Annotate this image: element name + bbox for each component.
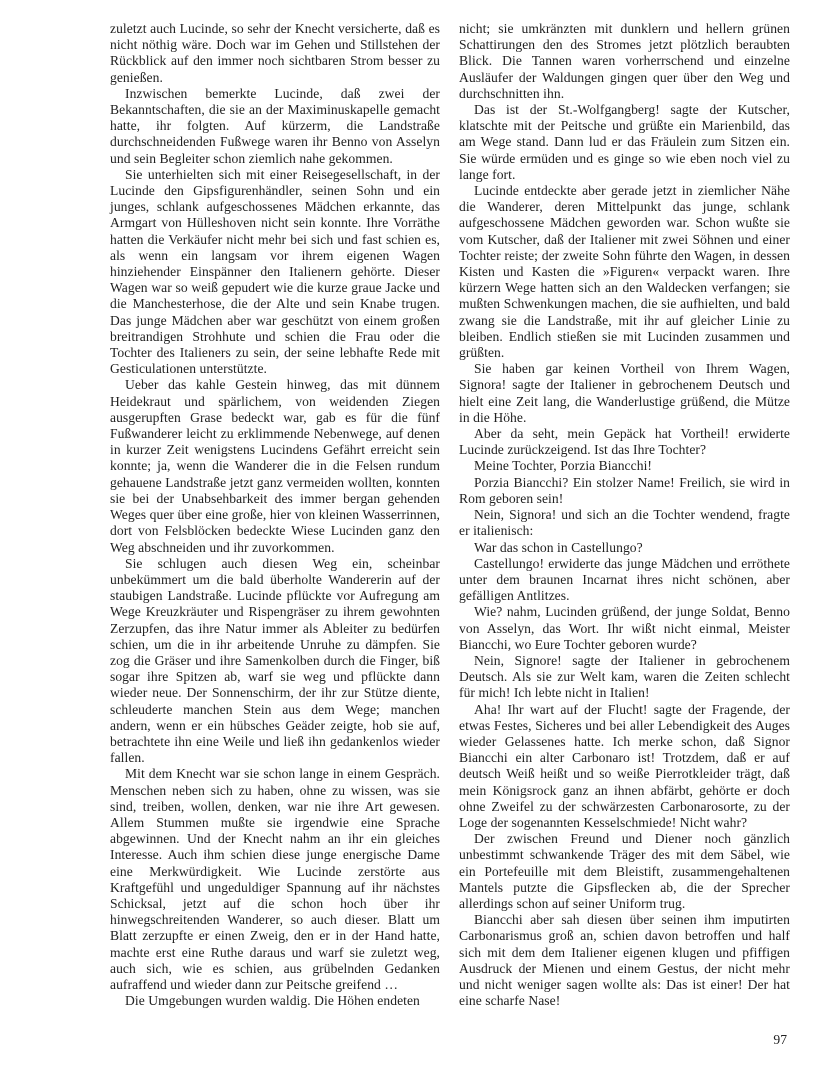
paragraph-continuation: zuletzt auch Lucinde, so sehr der Knecht versicherte, daß es nicht nöthig wäre. Doch war im Gehen und Stillstehen der Rückblick auf den immer noch sichtbaren Strom besser zu genießen.	[110, 21, 440, 85]
paragraph: Aber da seht, mein Gepäck hat Vortheil! erwiderte Lucinde zurückzeigend. Ist das Ihre Tochter?	[459, 426, 790, 458]
paragraph: War das schon in Castellungo?	[474, 539, 643, 555]
paragraph: Inzwischen bemerkte Lucinde, daß zwei der Bekanntschaften, die sie an der Maximinuskapelle gemacht hatte, ihr folgten. Auf kürzerm, die Landstraße durchschneidenden Fußwege waren ihr Benno von Asselyn und sein Begleiter schon ziemlich nahe gekommen.	[110, 85, 440, 166]
paragraph: Das ist der St.-Wolfgangberg! sagte der Kutscher, klatschte mit der Peitsche und grüßte ein Marienbild, das am Wege stand. Dann lud er das Fräulein zum Sitzen ein. Sie würde ermüden und es ginge so wie eben noch viel zu lange fort.	[459, 102, 790, 182]
paragraph: Porzia Biancchi? Ein stolzer Name! Freilich, sie wird in Rom geboren sein!	[459, 474, 790, 506]
paragraph: Sie unterhielten sich mit einer Reisegesellschaft, in der Lucinde den Gipsfigurenhändler, seinen Sohn und ein junges, schlank aufgeschossenes Mädchen erkannte, das Armgart von Hülleshoven nicht sein konnte. Ihre Vorräthe hatten die Verkäufer nicht mehr bei sich und fast schien es, als wenn ein langsam vor ihrem eigenen Wagen hinziehender Einspänner den Italienern gehörte. Dieser Wagen war so weiß gepudert wie die kurze graue Jacke und die Manchesterhose, die der Alte und sein Knabe trugen. Das junge Mädchen aber war geschützt von einem großen breitrandigen Strohhute und schien die Frau oder die Tochter des Italieners zu sein, der seine lebhafte Rede mit Gesticulationen unterstützte.	[110, 166, 440, 377]
paragraph: Die Umgebungen wurden waldig. Die Höhen endeten	[125, 993, 420, 1009]
paragraph: Mit dem Knecht war sie schon lange in einem Gespräch. Menschen neben sich zu haben, ohne zu wissen, was sie sind, treiben, wollen, denken, war nie ihre Art gewesen. Allem Stummen mußte sie irgendwie eine Sprache abgewinnen. Und der Knecht nahm an ihr ein gleiches Interesse. Auch ihm schien diese junge energische Dame eine Merkwürdigkeit. Wie Lucinde zerstörte aus Kraftgefühl und ungeduldiger Spannung auf ihr nächstes Schicksal, jetzt auf die schon hoch über ihr hinwegschreitenden Wanderer, so auch dieser. Blatt um Blatt zerzupfte er einen Zweig, den er in der Hand hatte, machte erst eine Ruthe daraus und warf sie zuletzt weg, auch sich, wie es schien, aus grübelnden Gedanken aufraffend und wieder dann zur Peitsche greifend …	[110, 766, 440, 992]
paragraph: Meine Tochter, Porzia Biancchi!	[474, 458, 652, 474]
paragraph: Sie schlugen auch diesen Weg ein, scheinbar unbekümmert um die bald überholte Wandererin auf der staubigen Landstraße. Lucinde pflückte vor Aufregung am Wege Kreuzkräuter und Rispengräser zu ihrem gewohnten Zerzupfen, das ihre Natur immer als Ableiter zu bedürfen schien, um die in ihr arbeitende Unruhe zu dämpfen. Sie zog die Gräser und ihre Samenkolben durch die Finger, biß sogar ihre Spitzen ab, warf sie weg und pflückte dann wieder neue. Der Sonnenschirm, der ihr zur Stütze diente, schleuderte manchen Stein aus dem Wege; manchen andern, wenn er ein hübsches Geäder zeigte, hob sie auf, betrachtete ihn eine Weile und ließ ihn gedankenlos wieder fallen.	[110, 555, 440, 766]
paragraph: Der zwischen Freund und Diener noch gänzlich unbestimmt schwankende Träger des mit dem Säbel, wie ein Portefeuille mit dem Bleistift, zusammengehaltenen Mantels putzte die Gipsflecken ab, die der Sprecher allerdings schon auf seiner Uniform trug.	[459, 831, 790, 911]
paragraph: Sie haben gar keinen Vortheil von Ihrem Wagen, Signora! sagte der Italiener in gebrochenem Deutsch und hielt eine Zeit lang, die Wanderlustige grüßend, die Mütze in die Höhe.	[459, 361, 790, 425]
paragraph-continuation: nicht; sie umkränzten mit dunklern und hellern grünen Schattirungen den des Stromes jetzt plötzlich beraubten Blick. Die Tannen waren vorherrschend und einzelne Ausläufer der Waldungen gingen quer über den Weg und durchschnitten ihn.	[459, 21, 790, 101]
paragraph: Castellungo! erwiderte das junge Mädchen und erröthete unter dem braunen Incarnat ihres nicht schönen, aber gefälligen Antlitzes.	[459, 555, 790, 604]
paragraph: Ueber das kahle Gestein hinweg, das mit dünnem Heidekraut und spärlichem, von weidenden Ziegen ausgerupften Grase bedeckt war, gab es für die fünf Fußwanderer leicht zu erklimmende Nebenwege, auf denen in kurzer Zeit wenigstens Lucindens Gefährt erreicht sein konnte; ja, wenn die Wanderer die in die Felsen rundum gehauene Landstraße jetzt ganz vermeiden wollten, konnten sie bei der Unabsehbarkeit des immer bergan gehenden Weges quer über eine große, hier von kleinen Wasserrinnen, dort von Felsblöcken bedeckte Wiese Lucinden ganz den Weg abschneiden und ihr zuvorkommen.	[110, 377, 440, 555]
paragraph: Wie? nahm, Lucinden grüßend, der junge Soldat, Benno von Asselyn, das Wort. Ihr wißt nicht einmal, Meister Biancchi, wo Eure Tochter geboren wurde?	[459, 604, 790, 652]
paragraph: Nein, Signora! und sich an die Tochter wendend, fragte er italienisch:	[459, 507, 790, 539]
page-number: 97	[773, 1032, 787, 1047]
paragraph: Lucinde entdeckte aber gerade jetzt in ziemlicher Nähe die Wanderer, deren Mittelpunkt das junge, schlank aufgeschossene Mädchen geworden war. Schon wußte sie vom Kutscher, daß der Italiener mit zwei Söhnen und einer Tochter reiste; der zweite Sohn führte den Wagen, in dessen Kisten und Kasten die »Figuren« verpackt waren. Ihre kürzern Wege hatten sich an den Waldecken verfangen; sie mußten Schwenkungen machen, die sie aufhielten, und bald zwang sie die Landstraße, mit ihr auf gleicher Linie zu bleiben. Endlich stießen sie mit Lucinden zusammen und grüßten.	[459, 183, 790, 361]
text-column-left	[110, 21, 440, 1009]
text-column-right	[459, 21, 790, 1009]
paragraph: Aha! Ihr wart auf der Flucht! sagte der Fragende, der etwas Festes, Sicheres und bei aller Lebendigkeit des Auges wieder Gelassenes hatte. Ich merke schon, daß Signor Biancchi ein alter Carbonaro ist! Trotzdem, daß er auf deutsch Weiß heißt und so weiße Pierrotkleider trägt, daß mein Königsrock ganz an ihnen abfärbt, gehörte er doch ohne Zweifel zu der schwärzesten Carbonarosorte, zu der Loge der sogenannten Kesselschmiede! Nicht wahr?	[459, 701, 790, 830]
paragraph: Nein, Signore! sagte der Italiener in gebrochenem Deutsch. Als sie zur Welt kam, waren die Zeiten schlecht für mich! Ich lebte nicht in Italien!	[459, 652, 790, 701]
paragraph: Biancchi aber sah diesen über seinen ihm imputirten Carbonarismus groß an, schien davon betroffen und half sich mit dem dem Italiener eigenen klugen und pfiffigen Ausdruck der Mienen und einem Gestus, der nicht mehr und nicht weniger sagen wollte als: Das ist einer! Der hat eine scharfe Nase!	[459, 912, 790, 1009]
